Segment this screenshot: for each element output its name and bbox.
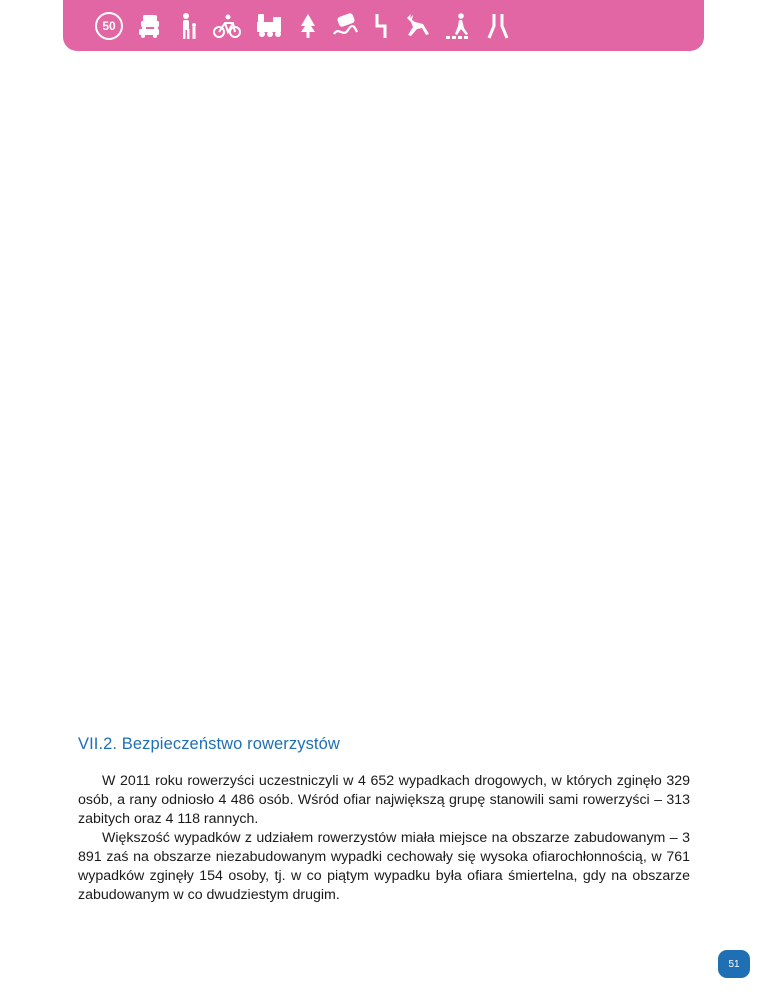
road-narrowing-icon [487,11,509,41]
tree-icon [299,11,317,41]
slippery-road-icon [331,11,359,41]
traffic-jam-icon [137,11,165,41]
speed-limit-50-icon [95,11,123,41]
section-title: VII.2. Bezpieczeństwo rowerzystów [78,735,340,753]
deer-icon [403,11,431,41]
bicycle-icon [213,11,241,41]
pedestrian-crossing-icon [445,11,473,41]
pedestrian-icon [179,11,199,41]
train-icon [255,11,285,41]
page-number: 51 [718,950,750,978]
paragraph: W 2011 roku rowerzyści uczestniczyli w 4 652 wypadkach drogowych, w których zginęło 329 osób, a rany odniosło 4 486 osób. Wśród ofiar największą grupę stanowili sami rowerzyści – 313 zabitych oraz 4 118 rannych. [78,773,690,827]
body-text [78,772,690,905]
paragraph: Większość wypadków z udziałem rowerzystów miała miejsce na obszarze zabudowanym – 3 891 zaś na obszarze niezabudowanym wypadki cechowały się wysoka ofiarochłonnością, w 761 wypadków zginęły 154 osoby, tj. w co piątym wypadku była ofiara śmiertelna, gdy na obszarze zabudowanym w co dwudziestym drugim. [78,830,690,903]
speed-sign-value: 50 [95,12,123,40]
header-icons [95,0,509,51]
curve-icon [373,11,389,41]
